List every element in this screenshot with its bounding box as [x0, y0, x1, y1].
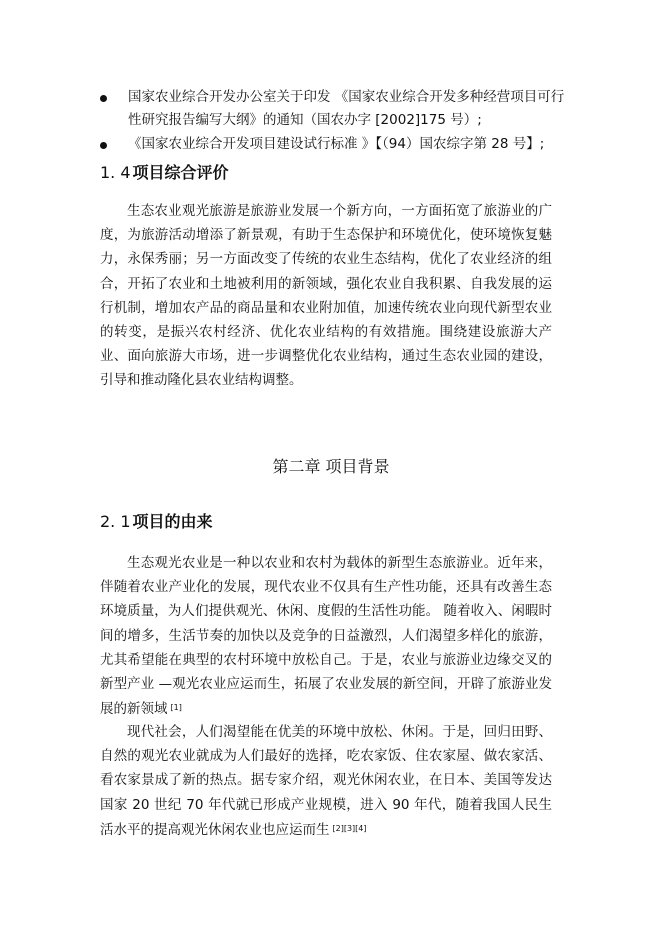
reference-text: 《国家农业综合开发项目建设试行标准 》【（94）国农综字第 28 号】; — [128, 136, 545, 152]
section-title: 项目的由来 — [132, 512, 213, 531]
section-number: 2. 1 — [100, 512, 131, 531]
paragraph-text: 现代社会，人们渴望能在优美的环境中放松、休闲。于是，回归田野、自然的观光农业就成为人们最好的选择，吃农家饭、住农家屋、做农家活、看农家景成了新的热点。据专家介绍，观光休闲农业，在日本、美国等发达国家 20 世纪 70 年代就已形成产业规模，进入 90 年代，随着我国人民生活水平的提高观光休闲农业也应运而生 — [100, 724, 552, 838]
paragraph — [100, 720, 552, 842]
citation: [1] — [170, 703, 182, 713]
section-heading-1-4 — [100, 160, 229, 183]
chapter-title: 第二章 项目背景 — [272, 457, 390, 476]
section-title: 项目综合评价 — [132, 163, 229, 182]
bullet-icon — [100, 142, 107, 149]
reference-text: 国家农业综合开发办公室关于印发 《国家农业综合开发多种经营项目可行性研究报告编写大纲》的通知（国农办字 [2002]175 号）; — [128, 89, 565, 128]
paragraph-text: 生态观光农业是一种以农业和农村为载体的新型生态旅游业。近年来，伴随着农业产业化的发展，现代农业不仅具有生产性功能，还具有改善生态环境质量，为人们提供观光、休闲、度假的生活性功能。 随着收入、闲暇时间的增多，生活节奏的加快以及竞争的日益激烈，人们渴望多样化的旅游，尤其希望能在典型的农村环境中放松自己。于是，农业与旅游业边缘交叉的新型产业 —观光农业应运而生，拓展了农业发展的新空间，开辟了旅游业发展的新领域 — [100, 555, 552, 718]
section-number: 1. 4 — [100, 163, 131, 182]
bullet-icon — [100, 95, 107, 102]
citation: [2][3][4] — [332, 823, 367, 833]
paragraph — [100, 551, 552, 721]
section-heading-2-1 — [100, 509, 213, 532]
paragraph: 生态农业观光旅游是旅游业发展一个新方向，一方面拓宽了旅游业的广度，为旅游活动增添了新景观，有助于生态保护和环境优化，使环境恢复魅力，永保秀丽；另一方面改变了传统的农业生态结构，优化了农业经济的组合，开拓了农业和土地被利用的新领域，强化农业自我积累、自我发展的运行机制，增加农产品的商品量和农业附加值，加速传统农业向现代新型农业的转变，是振兴农村经济、优化农业结构的有效措施。围绕建设旅游大产业、面向旅游大市场，进一步调整优化农业结构，通过生态农业园的建设，引导和推动隆化县农业结构调整。 — [100, 203, 552, 389]
